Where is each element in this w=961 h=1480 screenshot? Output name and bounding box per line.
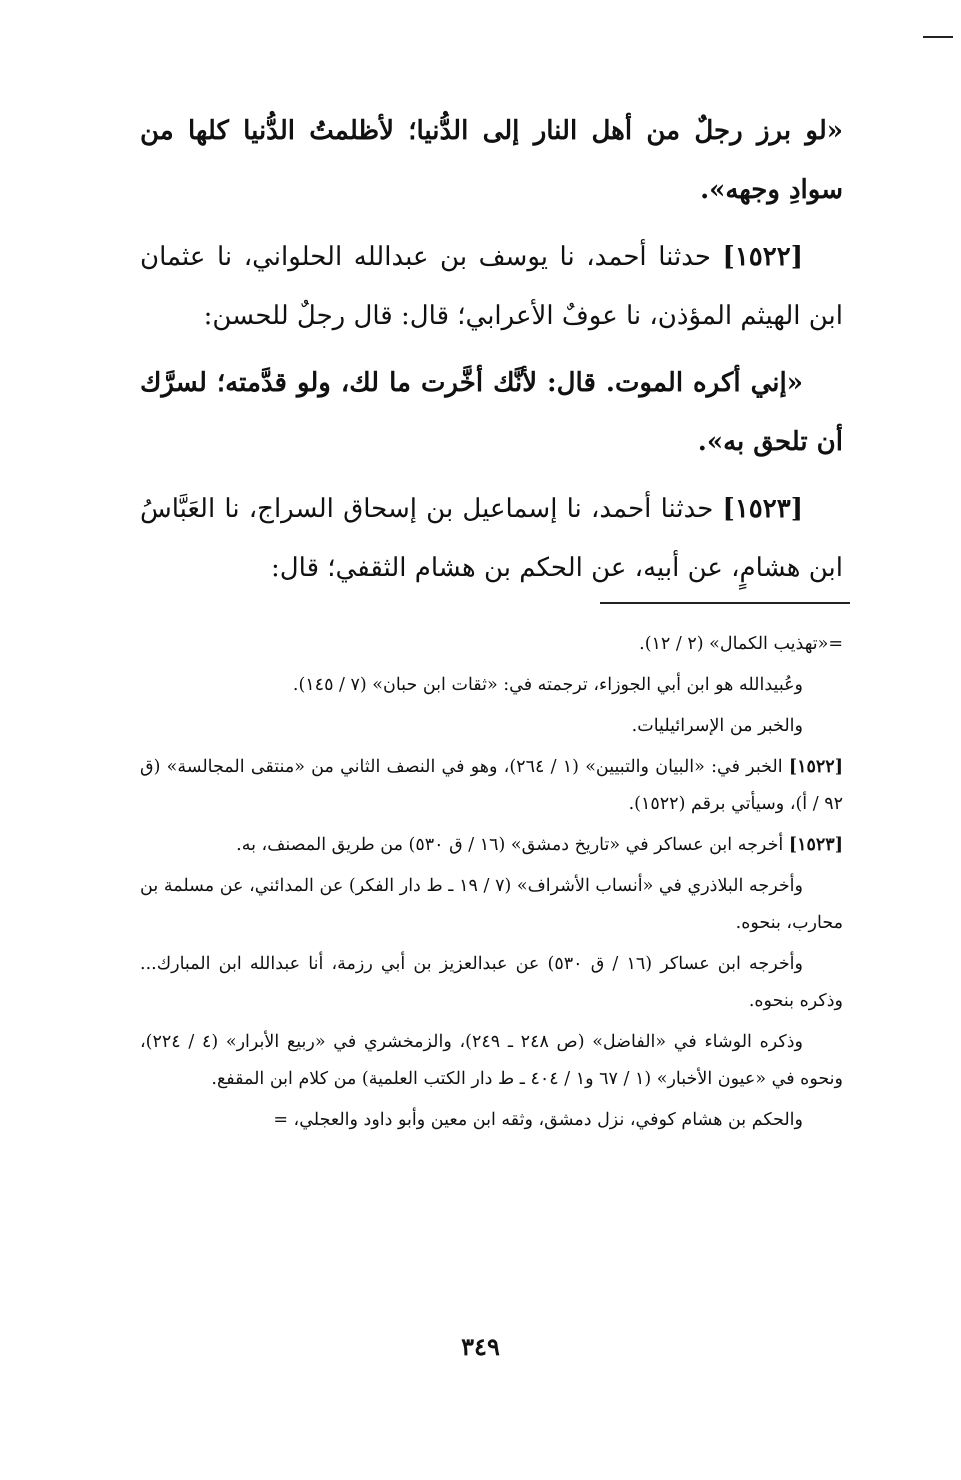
footnote-line: وذكره الوشاء في «الفاضل» (ص ٢٤٨ ـ ٢٤٩)، والزمخشري في «ربيع الأبرار» (٤ / ٢٢٤)، ونحوه في «عيون الأخبار» (١ / ٦٧ و١ / ٤٠٤ ـ ط دار الكتب العلمية) من كلام ابن المقفع. — [140, 1032, 843, 1089]
page-number: ٣٤٩ — [461, 1332, 500, 1361]
footnote-line: والحكم بن هشام كوفي، نزل دمشق، وثقه ابن معين وأبو داود والعجلي، = — [273, 1110, 803, 1130]
quote-paragraph-2: «إني أكره الموت. قال: لأنَّك أخَّرت ما لك، ولو قدَّمته؛ لسرَّك أن تلحق به». — [140, 368, 843, 457]
footnote-line: والخبر من الإسرائيليات. — [631, 716, 803, 736]
footnote-number-1523: [١٥٢٣] — [788, 835, 843, 855]
corner-rule — [923, 36, 953, 38]
footnote-line: =«تهذيب الكمال» (٢ / ١٢). — [639, 634, 843, 654]
footnote-1523-text: أخرجه ابن عساكر في «تاريخ دمشق» (١٦ / ق ٥٣٠) من طريق المصنف، به. — [236, 835, 789, 855]
hadith-1523-text: حدثنا أحمد، نا إسماعيل بن إسحاق السراج، نا العَبَّاسُ ابن هشامٍ، عن أبيه، عن الحكم بن هشام الثقفي؛ قال: — [140, 494, 843, 583]
hadith-1522-text: حدثنا أحمد، نا يوسف بن عبدالله الحلواني، نا عثمان ابن الهيثم المؤذن، نا عوفٌ الأعرابي؛ قال: قال رجلٌ للحسن: — [140, 242, 843, 331]
footnote-1522 — [140, 749, 843, 823]
main-text-block — [140, 102, 843, 606]
footnote-1522-text: الخبر في: «البيان والتبيين» (١ / ٢٦٤)، وهو في النصف الثاني من «منتقى المجالسة» (ق ٩٢ / أ)، وسيأتي برقم (١٥٢٢). — [140, 757, 843, 814]
footnote-line: وعُبيدالله هو ابن أبي الجوزاء، ترجمته في: «ثقات ابن حبان» (٧ / ١٤٥). — [292, 675, 803, 695]
hadith-1522-paragraph — [140, 228, 843, 346]
footnote-1523 — [140, 827, 843, 864]
footnote-divider — [600, 602, 850, 604]
hadith-number-1522: [١٥٢٢] — [722, 242, 803, 272]
hadith-number-1523: [١٥٢٣] — [722, 494, 803, 524]
footnote-number-1522: [١٥٢٢] — [788, 757, 843, 777]
footnote-line: وأخرجه ابن عساكر (١٦ / ق ٥٣٠) عن عبدالعزيز بن أبي رزمة، أنا عبدالله ابن المبارك... وذكره بنحوه. — [140, 954, 843, 1011]
hadith-1523-paragraph — [140, 480, 843, 598]
footnote-line: وأخرجه البلاذري في «أنساب الأشراف» (٧ / ١٩ ـ ط دار الفكر) عن المدائني، عن مسلمة بن محارب، بنحوه. — [140, 876, 843, 933]
quote-paragraph-1: «لو برز رجلٌ من أهل النار إلى الدُّنيا؛ لأظلمتُ الدُّنيا كلها من سوادِ وجهه». — [140, 116, 843, 205]
footnotes-block — [140, 626, 843, 1143]
